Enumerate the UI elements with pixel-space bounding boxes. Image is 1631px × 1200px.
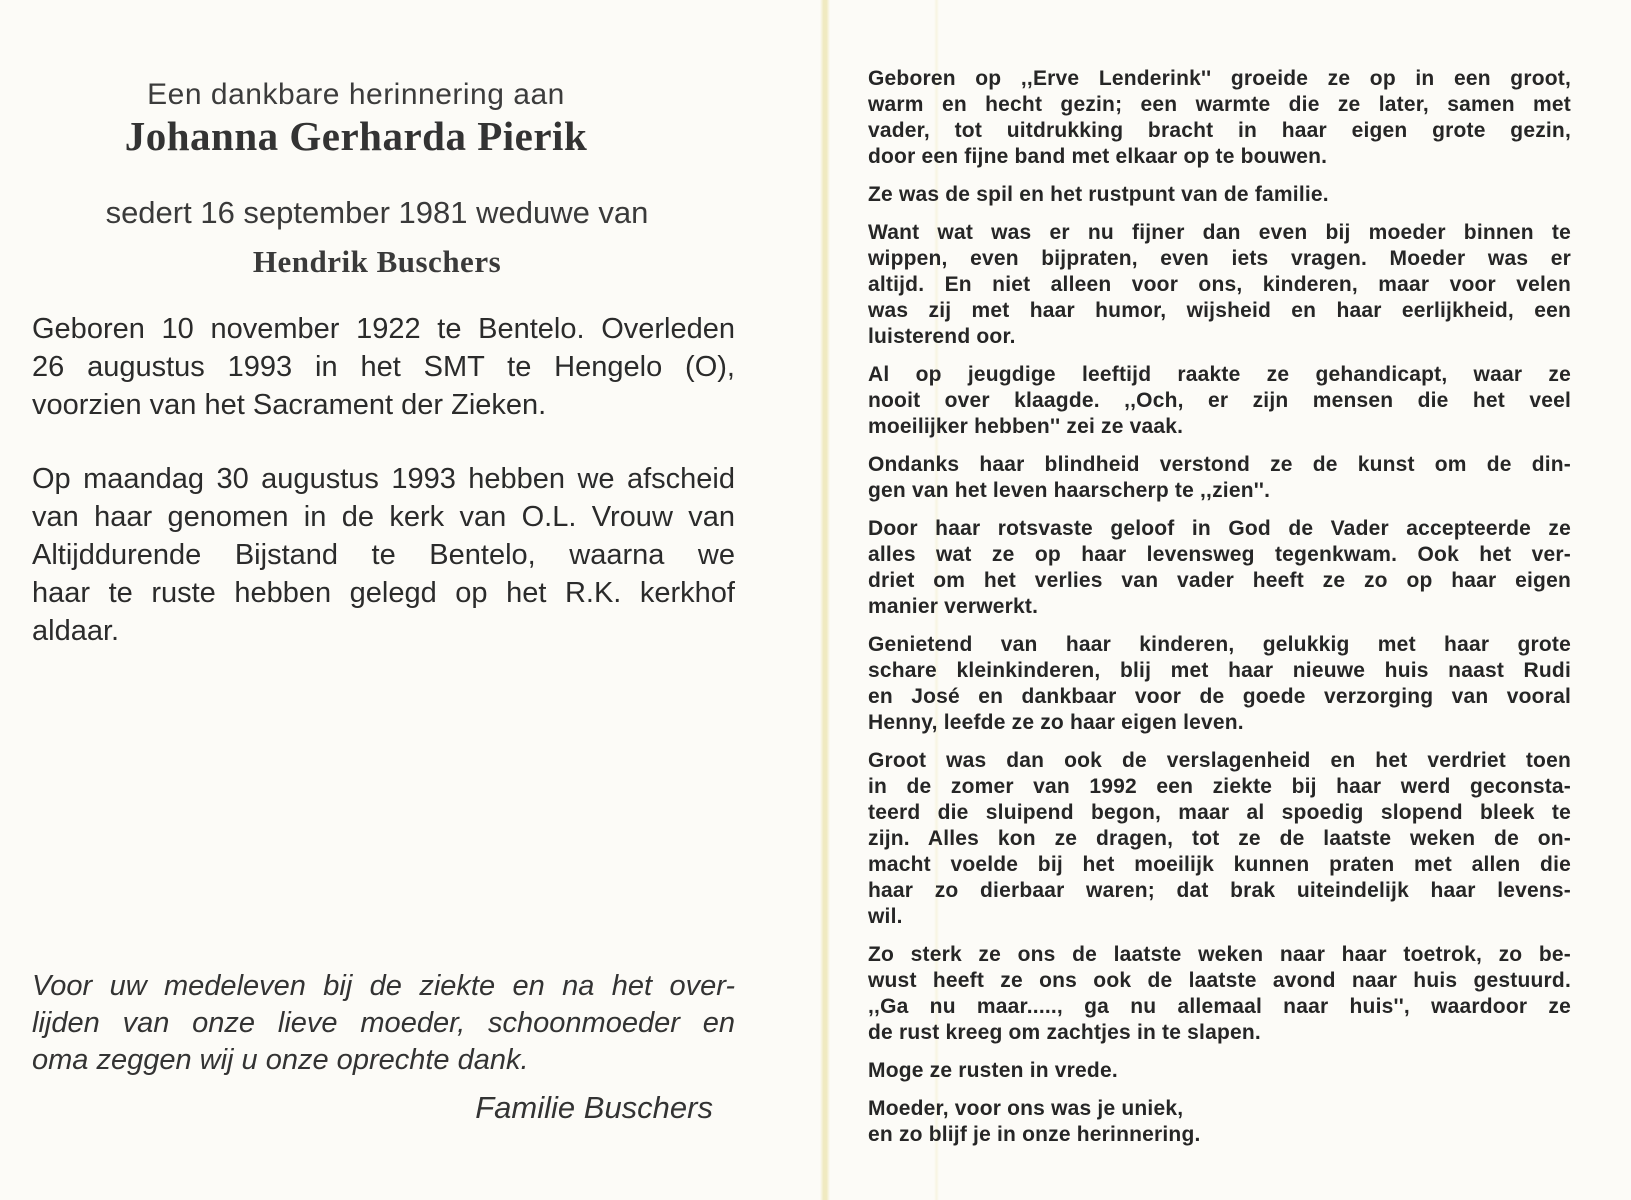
dedication-line: Een dankbare herinnering aan [147, 78, 565, 111]
funeral-paragraph [32, 460, 735, 650]
text-line: warm en hecht gezin; een warmte die ze later, samen met [868, 93, 1571, 116]
family-signature: Familie Buschers [475, 1090, 713, 1125]
text-line: lijden van onze lieve moeder, schoonmoeder en [32, 1007, 735, 1039]
text-line: en zo blijf je in onze herinnering. [868, 1123, 1201, 1146]
text-line: Moeder, voor ons was je uniek, [868, 1097, 1184, 1120]
memorial-paragraph [868, 1096, 1571, 1148]
text-line: 26 augustus 1993 in het SMT te Hengelo (O), [32, 351, 735, 383]
husband-name: Hendrik Buschers [252, 244, 502, 279]
text-line: Ze was de spil en het rustpunt van de familie. [868, 183, 1329, 206]
text-line: Moge ze rusten in vrede. [868, 1059, 1118, 1082]
text-line: Altijddurende Bijstand te Bentelo, waarna we [32, 539, 735, 571]
text-line: driet om het verlies van vader heeft ze zo op haar eigen [868, 569, 1571, 592]
text-line: teerd die sluipend begon, maar al spoedig slopend bleek te [868, 801, 1571, 824]
memorial-paragraph [868, 220, 1571, 350]
text-line: moeilijker hebben'' zei ze vaak. [868, 415, 1184, 438]
memorial-paragraph [868, 632, 1571, 736]
memorial-paragraph [868, 182, 1571, 208]
text-line: luisterend oor. [868, 325, 1016, 348]
text-line: altijd. En niet alleen voor ons, kinderen, maar voor velen [868, 273, 1571, 296]
text-line: Groot was dan ook de verslagenheid en het verdriet toen [868, 749, 1571, 772]
memorial-paragraph [868, 66, 1571, 170]
text-line: schare kleinkinderen, blij met haar nieuwe huis naast Rudi [868, 659, 1571, 682]
text-line: manier verwerkt. [868, 595, 1039, 618]
memorial-paragraph [868, 452, 1571, 504]
text-line: alles wat ze op haar levensweg tegenkwam. Ook het ver- [868, 543, 1571, 566]
text-line: macht voelde bij het moeilijk kunnen praten met allen die [868, 853, 1571, 876]
text-line: vader, tot uitdrukking bracht in haar eigen grote gezin, [868, 119, 1571, 142]
text-line: Henny, leefde ze zo haar eigen leven. [868, 711, 1244, 734]
birth-death-paragraph [32, 310, 735, 424]
text-line: Zo sterk ze ons de laatste weken naar haar toetrok, zo be- [868, 943, 1571, 966]
text-line: oma zeggen wij u onze oprechte dank. [32, 1044, 529, 1076]
text-line: de rust kreeg om zachtjes in te slapen. [868, 1021, 1261, 1044]
text-line: zijn. Alles kon ze dragen, tot ze de laatste weken de on- [868, 827, 1571, 850]
text-line: Geboren op ,,Erve Lenderink'' groeide ze op in een groot, [868, 67, 1571, 90]
text-line: voorzien van het Sacrament der Zieken. [32, 389, 547, 421]
text-line: Op maandag 30 augustus 1993 hebben we afscheid [32, 463, 735, 495]
right-page-memorial-text [868, 66, 1571, 1148]
text-line: van haar genomen in de kerk van O.L. Vrouw van [32, 501, 735, 533]
text-line: door een fijne band met elkaar op te bouwen. [868, 145, 1328, 168]
text-line: gen van het leven haarscherp te ,,zien''. [868, 479, 1271, 502]
memorial-paragraph [868, 362, 1571, 440]
memorial-paragraph [868, 748, 1571, 930]
text-line: Genietend van haar kinderen, gelukkig met haar grote [868, 633, 1571, 656]
text-line: ,,Ga nu maar....., ga nu allemaal naar huis'', waardoor ze [868, 995, 1571, 1018]
widow-line: sedert 16 september 1981 weduwe van [105, 195, 649, 230]
text-line: Al op jeugdige leeftijd raakte ze gehandicapt, waar ze [868, 363, 1571, 386]
text-line: aldaar. [32, 615, 120, 647]
text-line: wippen, even bijpraten, even iets vragen. Moeder was er [868, 247, 1571, 270]
text-line: Want wat was er nu fijner dan even bij moeder binnen te [868, 221, 1571, 244]
text-line: haar te ruste hebben gelegd op het R.K. kerkhof [32, 577, 735, 609]
memorial-paragraph [868, 942, 1571, 1046]
text-line: haar zo dierbaar waren; dat brak uiteindelijk haar levens- [868, 879, 1571, 902]
text-line: en José en dankbaar voor de goede verzorging van vooral [868, 685, 1571, 708]
memorial-paragraph [868, 516, 1571, 620]
text-line: Geboren 10 november 1922 te Bentelo. Overleden [32, 313, 735, 345]
text-line: was zij met haar humor, wijsheid en haar eerlijkheid, een [868, 299, 1571, 322]
text-line: Ondanks haar blindheid verstond ze de kunst om de din- [868, 453, 1571, 476]
thanks-paragraph [32, 968, 735, 1079]
text-line: wil. [868, 905, 903, 928]
text-line: in de zomer van 1992 een ziekte bij haar werd geconsta- [868, 775, 1571, 798]
text-line: Door haar rotsvaste geloof in God de Vader accepteerde ze [868, 517, 1571, 540]
memorial-paragraph [868, 1058, 1571, 1084]
text-line: Voor uw medeleven bij de ziekte en na het over- [32, 970, 735, 1002]
text-line: nooit over klaagde. ,,Och, er zijn mensen die het veel [868, 389, 1571, 412]
text-line: wust heeft ze ons ook de laatste avond naar huis gestuurd. [868, 969, 1571, 992]
page-fold-line [820, 0, 830, 1200]
deceased-name: Johanna Gerharda Pierik [124, 113, 588, 159]
